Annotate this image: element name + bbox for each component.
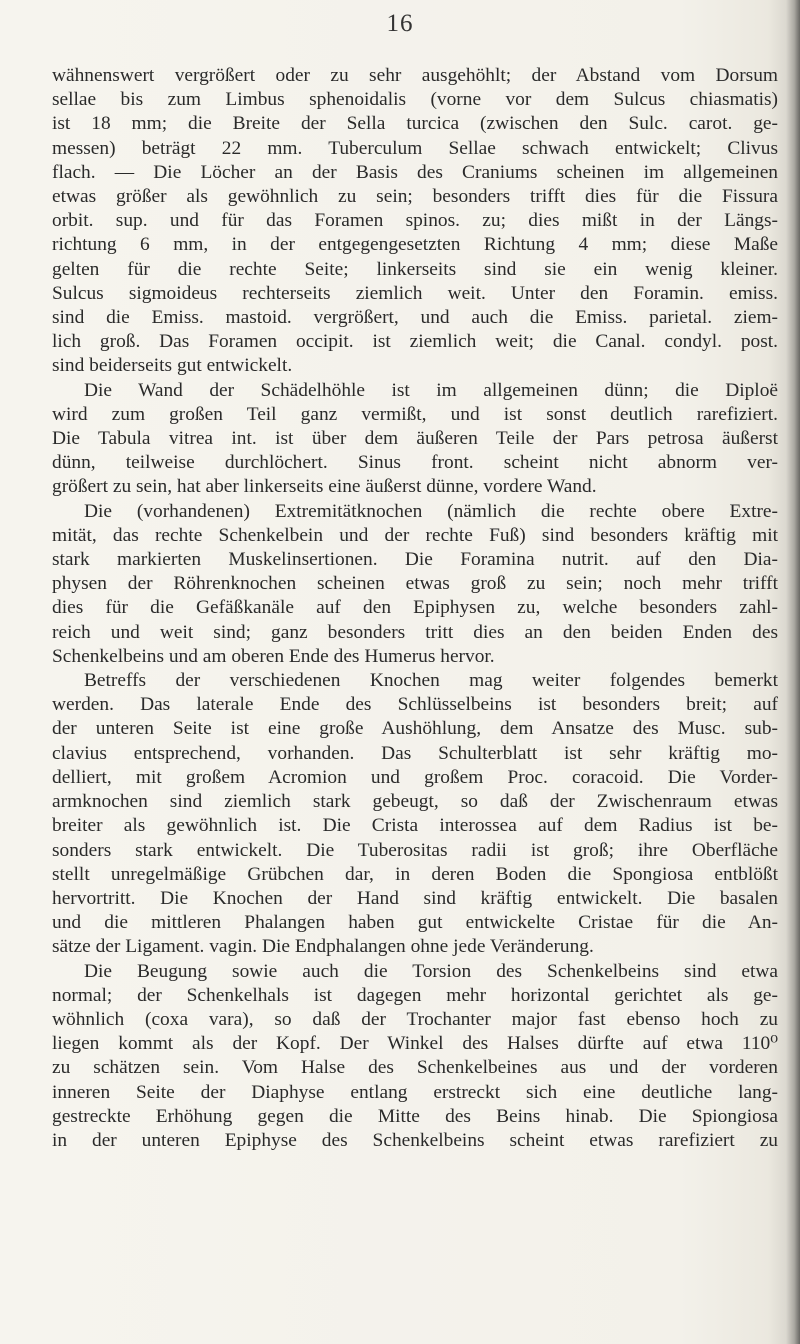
text-line: wird zum großen Teil ganz vermißt, und ist sonst deutlich rarefiziert. (52, 403, 778, 425)
text-line: sellae bis zum Limbus sphenoidalis (vorne vor dem Sulcus chiasmatis) (52, 89, 778, 111)
text-line: wähnenswert vergrößert oder zu sehr ausgehöhlt; der Abstand vom Dorsum (52, 65, 778, 86)
text-line: armknochen sind ziemlich stark gebeugt, so daß der Zwischenraum etwas (52, 791, 778, 813)
text-line: messen) beträgt 22 mm. Tuberculum Sellae schwach entwickelt; Clivus (52, 137, 778, 159)
page-number: 16 (386, 10, 414, 37)
text-line: liegen kommt als der Kopf. Der Winkel des Halses dürfte auf etwa 110⁰ (52, 1033, 778, 1055)
text-line: lich groß. Das Foramen occipit. ist ziemlich weit; die Canal. condyl. post. (52, 331, 778, 353)
text-line: richtung 6 mm, in der entgegengesetzten Richtung 4 mm; diese Maße (52, 234, 778, 256)
text-line: sind beiderseits gut entwickelt. (52, 355, 293, 377)
text-line: der unteren Seite ist eine große Aushöhlung, dem Ansatze des Musc. sub- (52, 718, 778, 740)
text-line: Die (vorhandenen) Extremitätknochen (nämlich die rechte obere Extre- (84, 500, 778, 522)
text-line: Sulcus sigmoideus rechterseits ziemlich weit. Unter den Foramin. emiss. (52, 282, 778, 304)
text-line: physen der Röhrenknochen scheinen etwas groß zu sein; noch mehr trifft (52, 573, 778, 595)
text-line: gestreckte Erhöhung gegen die Mitte des Beins hinab. Die Spiongiosa (52, 1105, 778, 1127)
text-line: stellt unregelmäßige Grübchen dar, in deren Boden die Spongiosa entblößt (52, 863, 778, 885)
text-line: etwas größer als gewöhnlich zu sein; besonders trifft dies für die Fissura (52, 186, 778, 208)
text-line: dünn, teilweise durchlöchert. Sinus front. scheint nicht abnorm ver- (52, 452, 778, 474)
text-line: sind die Emiss. mastoid. vergrößert, und auch die Emiss. parietal. ziem- (52, 307, 778, 329)
text-line: Die Wand der Schädelhöhle ist im allgemeinen dünn; die Diploë (84, 379, 778, 401)
text-line: normal; der Schenkelhals ist dagegen mehr horizontal gerichtet als ge- (52, 984, 778, 1006)
text-line: in der unteren Epiphyse des Schenkelbeins scheint etwas rarefiziert zu (52, 1129, 778, 1151)
text-line: Schenkelbeins und am oberen Ende des Humerus hervor. (52, 645, 495, 667)
text-line: Betreffs der verschiedenen Knochen mag weiter folgendes bemerkt (84, 670, 778, 692)
text-line: dies für die Gefäßkanäle auf den Epiphysen zu, welche besonders zahl- (52, 597, 778, 619)
text-line: Die Beugung sowie auch die Torsion des Schenkelbeins sind etwa (84, 960, 778, 982)
text-line: ist 18 mm; die Breite der Sella turcica (zwischen den Sulc. carot. ge- (52, 113, 778, 135)
text-line: werden. Das laterale Ende des Schlüsselbeins ist besonders breit; auf (52, 694, 778, 716)
text-line: flach. — Die Löcher an der Basis des Craniums scheinen im allgemeinen (52, 161, 778, 183)
body-text (52, 64, 778, 1153)
text-line: clavius entsprechend, vorhanden. Das Schulterblatt ist sehr kräftig mo- (52, 742, 778, 764)
text-line: hervortritt. Die Knochen der Hand sind kräftig entwickelt. Die basalen (52, 887, 778, 909)
text-line: größert zu sein, hat aber linkerseits eine äußerst dünne, vordere Wand. (52, 476, 597, 498)
text-line: wöhnlich (coxa vara), so daß der Trochanter major fast ebenso hoch zu (52, 1008, 778, 1030)
text-line: gelten für die rechte Seite; linkerseits sind sie ein wenig kleiner. (52, 258, 778, 280)
text-line: Die Tabula vitrea int. ist über dem äußeren Teile der Pars petrosa äußerst (52, 428, 778, 450)
text-line: und die mittleren Phalangen haben gut entwickelte Cristae für die An- (52, 912, 778, 934)
text-line: delliert, mit großem Acromion und großem Proc. coracoid. Die Vorder- (52, 766, 778, 788)
text-line: breiter als gewöhnlich ist. Die Crista interossea auf dem Radius ist be- (52, 815, 778, 837)
text-line: sätze der Ligament. vagin. Die Endphalangen ohne jede Veränderung. (52, 936, 594, 958)
text-line: inneren Seite der Diaphyse entlang erstreckt sich eine deutliche lang- (52, 1081, 778, 1103)
text-line: orbit. sup. und für das Foramen spinos. zu; dies mißt in der Längs- (52, 210, 778, 232)
text-line: zu schätzen sein. Vom Halse des Schenkelbeines aus und der vorderen (52, 1057, 778, 1079)
text-line: reich und weit sind; ganz besonders tritt dies an den beiden Enden des (52, 621, 778, 643)
text-line: sonders stark entwickelt. Die Tuberositas radii ist groß; ihre Oberfläche (52, 839, 778, 861)
text-line: mität, das rechte Schenkelbein und der rechte Fuß) sind besonders kräftig mit (52, 524, 778, 546)
text-line: stark markierten Muskelinsertionen. Die Foramina nutrit. auf den Dia- (52, 549, 778, 571)
page-edge-shadow (786, 0, 800, 1344)
